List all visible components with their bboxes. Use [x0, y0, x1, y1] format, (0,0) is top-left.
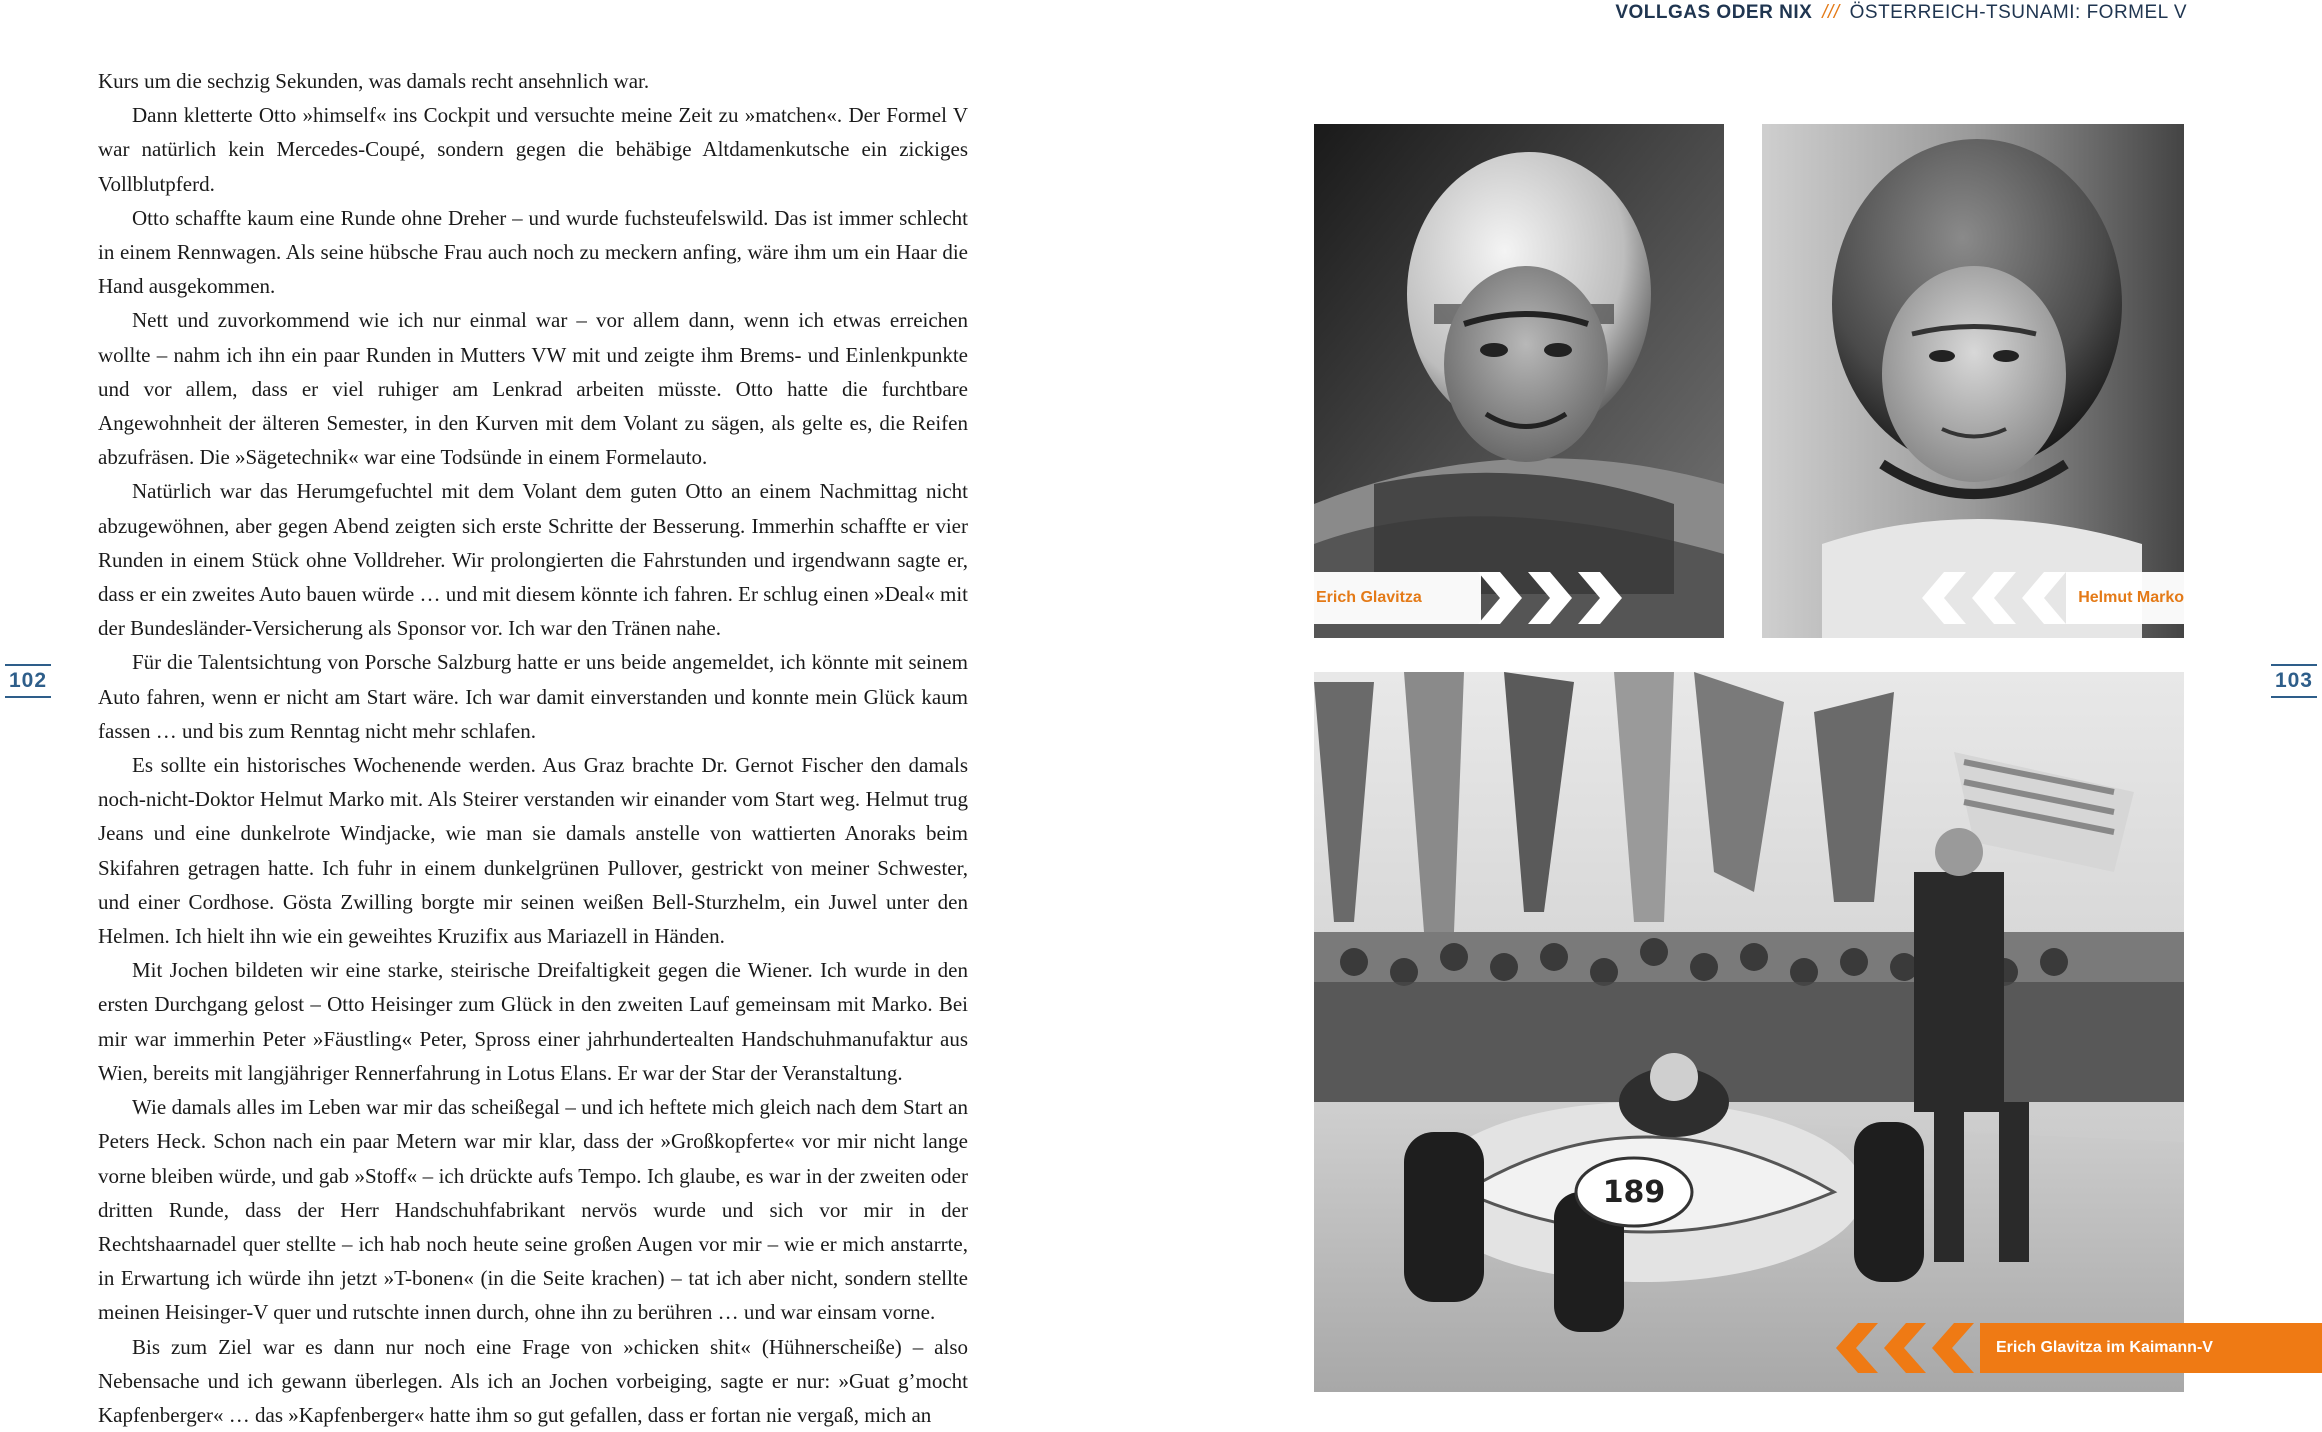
chevron-left-icon — [1922, 572, 2072, 624]
chevron-left-icon — [1836, 1323, 1976, 1373]
paragraph: Wie damals alles im Leben war mir das scheißegal – und ich heftete mich gleich nach dem Start an Peters Heck. Schon nach ein paar Metern war mir klar, dass der »Großkopferte« vor mir nicht lange vorne bleiben würde, und gab »Stoff« – ich drückte aufs Tempo. Ich glaube, es war in der zweiten oder dritten Runde, dass der Herr Handschuhfabrikant nervös wurde und sich vor mir in der Rechtshaarnadel quer stellte – ich hab noch heute seine großen Augen vor mir – wie er mich anstarrte, in Erwartung ich würde ihn jetzt »T-bonen« (in die Seite krachen) – tat ich aber nicht, sondern stellte meinen Heisinger-V quer und rutschte innen durch, ohne ihn zu berühren … und war einsam vorne. — [98, 1095, 968, 1325]
race-scene-illustration — [1314, 672, 2184, 1392]
page-number-right: 103 — [2271, 664, 2317, 698]
portrait-illustration — [1314, 124, 1724, 638]
caption-race-car — [1980, 1323, 2322, 1373]
page-number-left: 102 — [5, 664, 51, 698]
paragraph: Kurs um die sechzig Sekunden, was damals recht ansehnlich war. — [98, 69, 650, 93]
body-text — [98, 64, 968, 1432]
chevron-right-icon — [1478, 572, 1628, 624]
caption-text: Erich Glavitza — [1316, 589, 1422, 606]
car-number: 189 — [1602, 1175, 1666, 1210]
caption-text: Erich Glavitza im Kaimann-V — [1996, 1339, 2213, 1356]
book-title: VOLLGAS ODER NIX — [1615, 2, 1813, 23]
portrait-illustration — [1762, 124, 2184, 638]
paragraph: Mit Jochen bildeten wir eine starke, steirische Dreifaltigkeit gegen die Wiener. Ich wurde in den ersten Durchgang gelost – Otto Heisinger zum Glück in den zweiten Lauf gemeinsam mit Marko. Bei mir war immerhin Peter »Fäustling« Peter, Spross einer jahrhundertealten Handschuhmanufaktur aus Wien, bereits mit langjähriger Rennerfahrung in Lotus Elans. Er war der Star der Veranstaltung. — [98, 958, 968, 1085]
running-header — [1615, 2, 2187, 24]
photo-helmut-marko — [1762, 124, 2184, 638]
paragraph: Dann kletterte Otto »himself« ins Cockpit und versuchte meine Zeit zu »matchen«. Der Formel V war natürlich kein Mercedes-Coupé, sondern gegen die behäbige Altdamenkutsche ein zickiges Vollblutpferd. — [98, 103, 968, 196]
paragraph: Natürlich war das Herumgefuchtel mit dem Volant dem guten Otto an einem Nachmittag nicht abzugewöhnen, aber gegen Abend zeigten sich erste Schritte der Besserung. Immerhin schaffte er vier Runden in einem Stück ohne Volldreher. Wir prolongierten die Fahrstunden und irgendwann sagte er, dass er ein zweites Auto bauen würde … und mit diesem könnte ich fahren. Er schlug einen »Deal« mit der Bundesländer-Versicherung als Sponsor vor. Ich war den Tränen nahe. — [98, 479, 968, 641]
photo-erich-glavitza — [1314, 124, 1724, 638]
caption-erich-glavitza — [1314, 572, 1481, 624]
photo-race-car — [1314, 672, 2184, 1392]
paragraph: Bis zum Ziel war es dann nur noch eine Frage von »chicken shit« (Hühnerscheiße) – also Nebensache und ich gewann überlegen. Als ich an Jochen vorbeiging, sagte er nur: »Guat g’mocht Kapfenberger« … das »Kapfenberger« hatte ihm so gut gefallen, dass er fortan nie vergaß, mich an — [98, 1334, 968, 1427]
paragraph: Für die Talentsichtung von Porsche Salzburg hatte er uns beide angemeldet, ich könnte mit seinem Auto fahren, wenn er nicht am Start wäre. Ich war damit einverstanden und konnte mein Glück kaum fassen … und bis zum Renntag nicht mehr schlafen. — [98, 650, 968, 743]
paragraph: Nett und zuvorkommend wie ich nur einmal war – vor allem dann, wenn ich etwas erreichen wollte – nahm ich ihn ein paar Runden in Mutters VW mit und zeigte ihm Brems- und Einlenkpunkte und vor allem, dass er viel ruhiger am Lenkrad arbeiten müsste. Otto hatte die furchtbare Angewohnheit der älteren Semester, in den Kurven mit dem Volant zu sägen, als gelte es, die Reifen abzufräsen. Die »Sägetechnik« war eine Todsünde in einem Formelauto. — [98, 308, 968, 470]
caption-text: Helmut Marko — [2078, 589, 2184, 606]
paragraph: Es sollte ein historisches Wochenende werden. Aus Graz brachte Dr. Gernot Fischer den damals noch-nicht-Doktor Helmut Marko mit. Als Steirer verstanden wir einander vom Start weg. Helmut trug Jeans und eine dunkelrote Windjacke, wie man sie damals anstelle von wattierten Anoraks beim Skifahren getragen hatte. Ich fuhr in einem dunkelgrünen Pullover, gestrickt von meiner Schwester, und einer Cordhose. Gösta Zwilling borgte mir seinen weißen Bell-Sturzhelm, ein Juwel unter den Helmen. Ich hielt ihn wie ein geweihtes Kruzifix aus Mariazell in Händen. — [98, 753, 968, 949]
chapter-title: ÖSTERREICH-TSUNAMI: FORMEL V — [1849, 2, 2187, 23]
paragraph: Otto schaffte kaum eine Runde ohne Dreher – und wurde fuchsteufelswild. Das ist immer schlecht in einem Rennwagen. Als seine hübsche Frau auch noch zu meckern anfing, wäre ihm um ein Haar die Hand ausgekommen. — [98, 205, 968, 299]
caption-helmut-marko — [2066, 572, 2186, 624]
header-separator: /// — [1822, 2, 1840, 23]
